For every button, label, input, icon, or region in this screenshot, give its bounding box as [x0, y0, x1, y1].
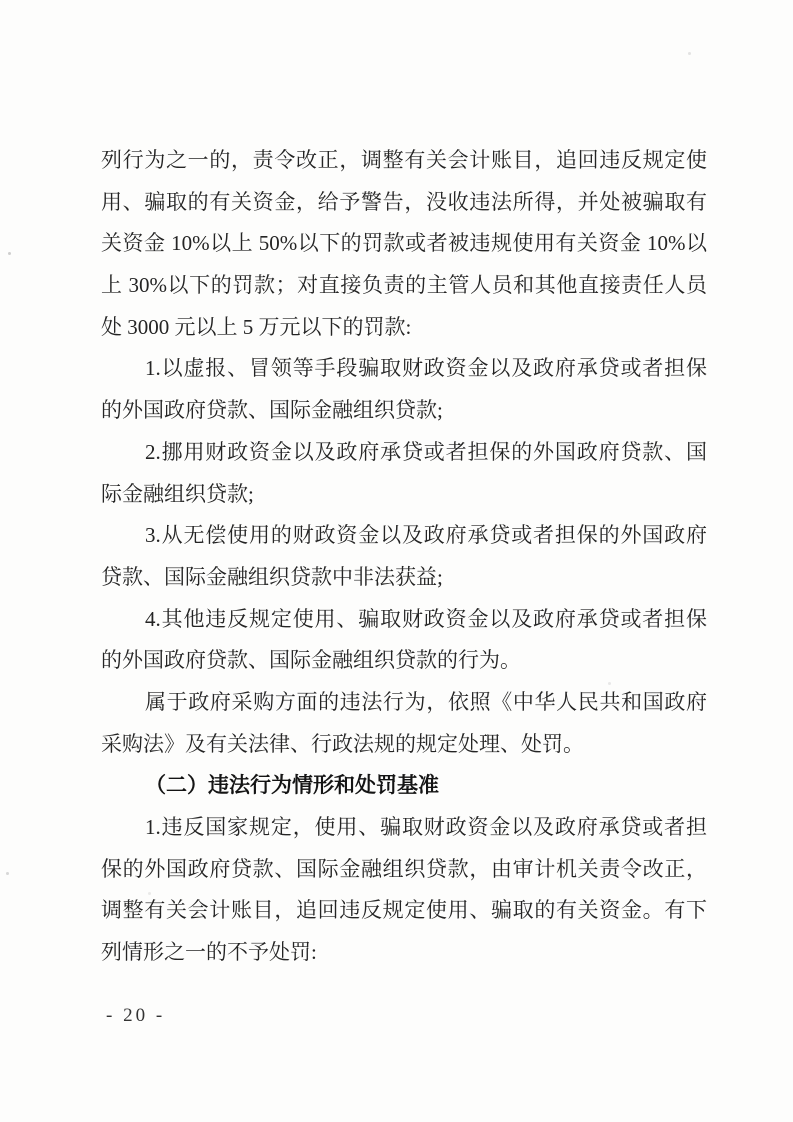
- section-heading: [101, 765, 707, 807]
- text-line: 属于政府采购方面的违法行为，依照《中华人民共和国政府: [145, 689, 707, 714]
- text-line: 保的外国政府贷款、国际金融组织贷款，由审计机关责令改正，: [101, 856, 707, 881]
- text-line: 1.违反国家规定，使用、骗取财政资金以及政府承贷或者担: [145, 815, 707, 839]
- text-line: 处 3000 元以上 5 万元以下的罚款:: [101, 314, 412, 339]
- text-line: 际金融组织贷款;: [101, 481, 254, 506]
- paragraph: [101, 599, 707, 682]
- text-line: 列行为之一的，责令改正，调整有关会计账目，追回违反规定使: [101, 148, 707, 172]
- paragraph: [101, 682, 707, 765]
- text-line: 的外国政府贷款、国际金融组织贷款;: [101, 398, 443, 423]
- text-line: 采购法》及有关法律、行政法规的规定处理、处罚。: [101, 731, 584, 756]
- text-line: 4.其他违反规定使用、骗取财政资金以及政府承贷或者担保: [145, 606, 707, 631]
- paragraph: [101, 515, 707, 598]
- paragraph: [101, 348, 707, 431]
- paragraph: [101, 807, 707, 974]
- text-line: 的外国政府贷款、国际金融组织贷款的行为。: [101, 648, 521, 673]
- paragraph: [101, 140, 707, 348]
- text-line: 1.以虚报、冒领等手段骗取财政资金以及政府承贷或者担保: [145, 356, 707, 381]
- text-line: 用、骗取的有关资金，给予警告，没收违法所得，并处被骗取有: [101, 189, 707, 214]
- text-line: 3.从无偿使用的财政资金以及政府承贷或者担保的外国政府: [145, 523, 707, 548]
- text-line: 列情形之一的不予处罚:: [101, 940, 317, 965]
- text-line: 上 30%以下的罚款；对直接负责的主管人员和其他直接责任人员: [101, 273, 707, 298]
- text-line: 2.挪用财政资金以及政府承贷或者担保的外国政府贷款、国: [145, 439, 707, 464]
- text-line: 调整有关会计账目，追回违反规定使用、骗取的有关资金。有下: [101, 898, 707, 923]
- scan-speckles: [8, 252, 11, 255]
- text-block: [101, 140, 707, 974]
- text-line: 关资金 10%以上 50%以下的罚款或者被违规使用有关资金 10%以: [101, 231, 707, 256]
- text-line: 贷款、国际金融组织贷款中非法获益;: [101, 564, 443, 589]
- text-line: （二）违法行为情形和处罚基准: [145, 773, 439, 798]
- paragraph: [101, 432, 707, 515]
- page-number: - 20 -: [106, 1005, 166, 1026]
